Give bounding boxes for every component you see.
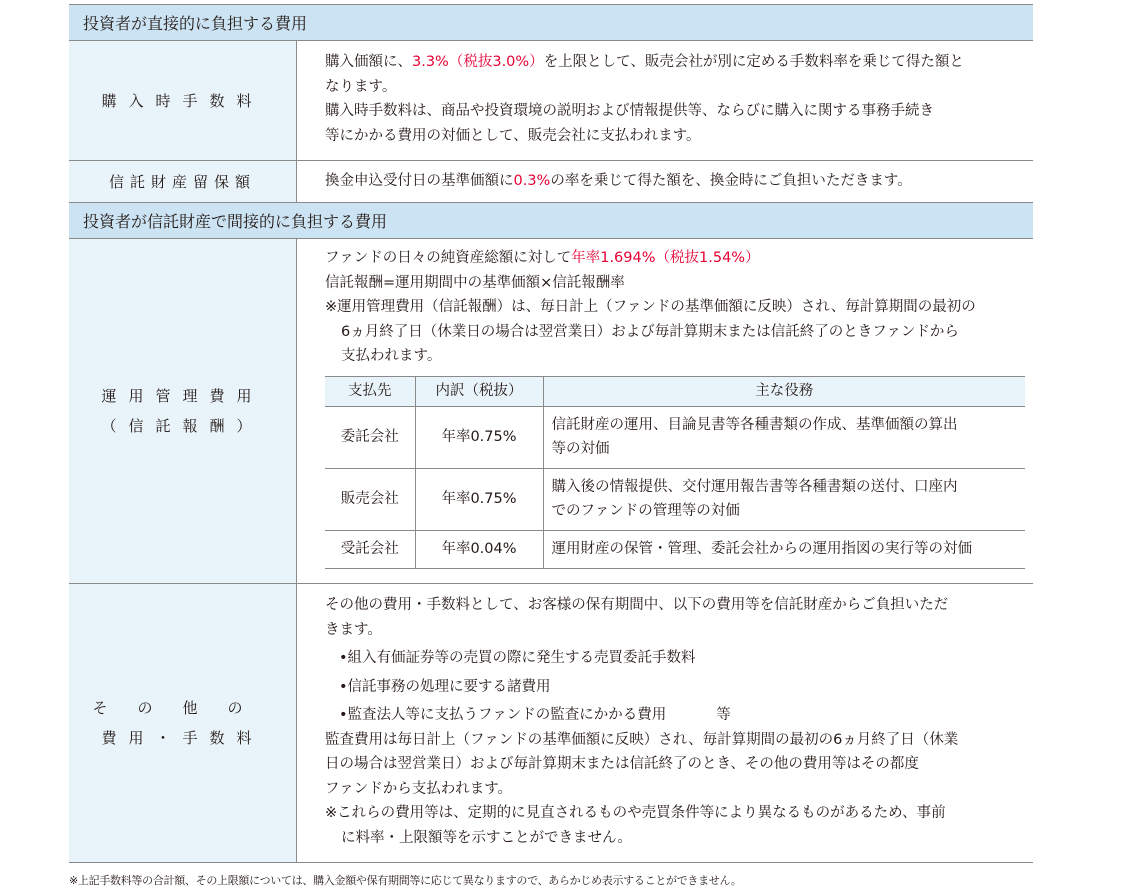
row-retention xyxy=(69,161,1033,203)
management-fee-content: ファンドの日々の純資産総額に対して年率1.694%（税抜1.54%） 信託報酬=運用期間中の基準価額×信託報酬率 ※運用管理費用（信託報酬）は、毎日計上（ファンドの基準価額に反映）され、毎計算期間の最初の 6ヵ月終了日（休業日の場合は翌営業日）および毎計算期末または信託終了のときファンドから 支払われます。 支払先 内訳（税抜） 主な役務 委託会社 年率0.75% 信託財産の運用、目論見書等各種書類の作成、基準価額の算出 等の対価 販売会社 年率0.75% 購入後の情報提供、交付運用報告書等各種書類の送付、口座内 でのファンドの管理等の対価 受託会社 年率0.04% 運用財産の保管・管理、委託会社からの運用指図の実行等の対価 xyxy=(297,239,1033,583)
label-retention: 信託財産留保額 xyxy=(69,161,297,202)
section-direct-title: 投資者が直接的に負担する費用 xyxy=(69,5,1033,41)
row-management-fee xyxy=(69,239,1033,584)
footnote: ※上記手数料等の合計額、その上限額については、購入金額や保有期間等に応じて異なりますので、あらかじめ表示することができません。 xyxy=(69,874,742,887)
label-other-fees: その他の 費用・手数料 xyxy=(69,584,297,862)
purchase-fee-content: 購入価額に、3.3%（税抜3.0%）を上限として、販売会社が別に定める手数料率を乗じて得た額と なります。 購入時手数料は、商品や投資環境の説明および情報提供等、ならびに購入に関する事務手続き 等にかかる費用の対価として、販売会社に支払われます。 xyxy=(325,54,964,144)
fee-breakdown-table xyxy=(325,376,1025,569)
other-fees-content: その他の費用・手数料として、お客様の保有期間中、以下の費用等を信託財産からご負担いただ きます。 •組入有価証券等の売買の際に発生する売買委託手数料 •信託事務の処理に要する諸費用 •監査法人等に支払うファンドの監査にかかる費用 等 監査費用は毎日計上（ファンドの基準価額に反映）され、毎計算期間の最初の6ヵ月終了日（休業 日の場合は翌営業日）および毎計算期末または信託終了のとき、その他の費用等はその都度 ファンドから支払われます。 ※これらの費用等は、定期的に見直されるものや売買条件等により異なるものがあるため、事前 に料率・上限額等を示すことができません。 xyxy=(325,597,959,846)
retention-rate: 0.3% xyxy=(513,173,551,190)
row-other-fees xyxy=(69,584,1033,863)
label-purchase-fee: 購入時手数料 xyxy=(69,41,297,160)
fee-table xyxy=(69,4,1033,863)
management-fee-rate: 年率1.694%（税抜1.54%） xyxy=(571,250,760,266)
retention-content: 換金申込受付日の基準価額に0.3%の率を乗じて得た額を、換金時にご負担いただきます。 xyxy=(325,173,912,190)
table-row: 受託会社 年率0.04% 運用財産の保管・管理、委託会社からの運用指図の実行等の対価 xyxy=(325,530,1025,568)
breakdown-header-row: 支払先 内訳（税抜） 主な役務 xyxy=(325,376,1025,406)
row-purchase-fee xyxy=(69,41,1033,161)
section-indirect-title: 投資者が信託財産で間接的に負担する費用 xyxy=(69,203,1033,239)
table-row: 委託会社 年率0.75% 信託財産の運用、目論見書等各種書類の作成、基準価額の算出 等の対価 xyxy=(325,406,1025,468)
table-row: 販売会社 年率0.75% 購入後の情報提供、交付運用報告書等各種書類の送付、口座内 でのファンドの管理等の対価 xyxy=(325,468,1025,530)
purchase-fee-max-rate: 3.3%（税抜3.0%） xyxy=(412,54,544,70)
label-management-fee: 運用管理費用 （信託報酬） xyxy=(69,239,297,583)
